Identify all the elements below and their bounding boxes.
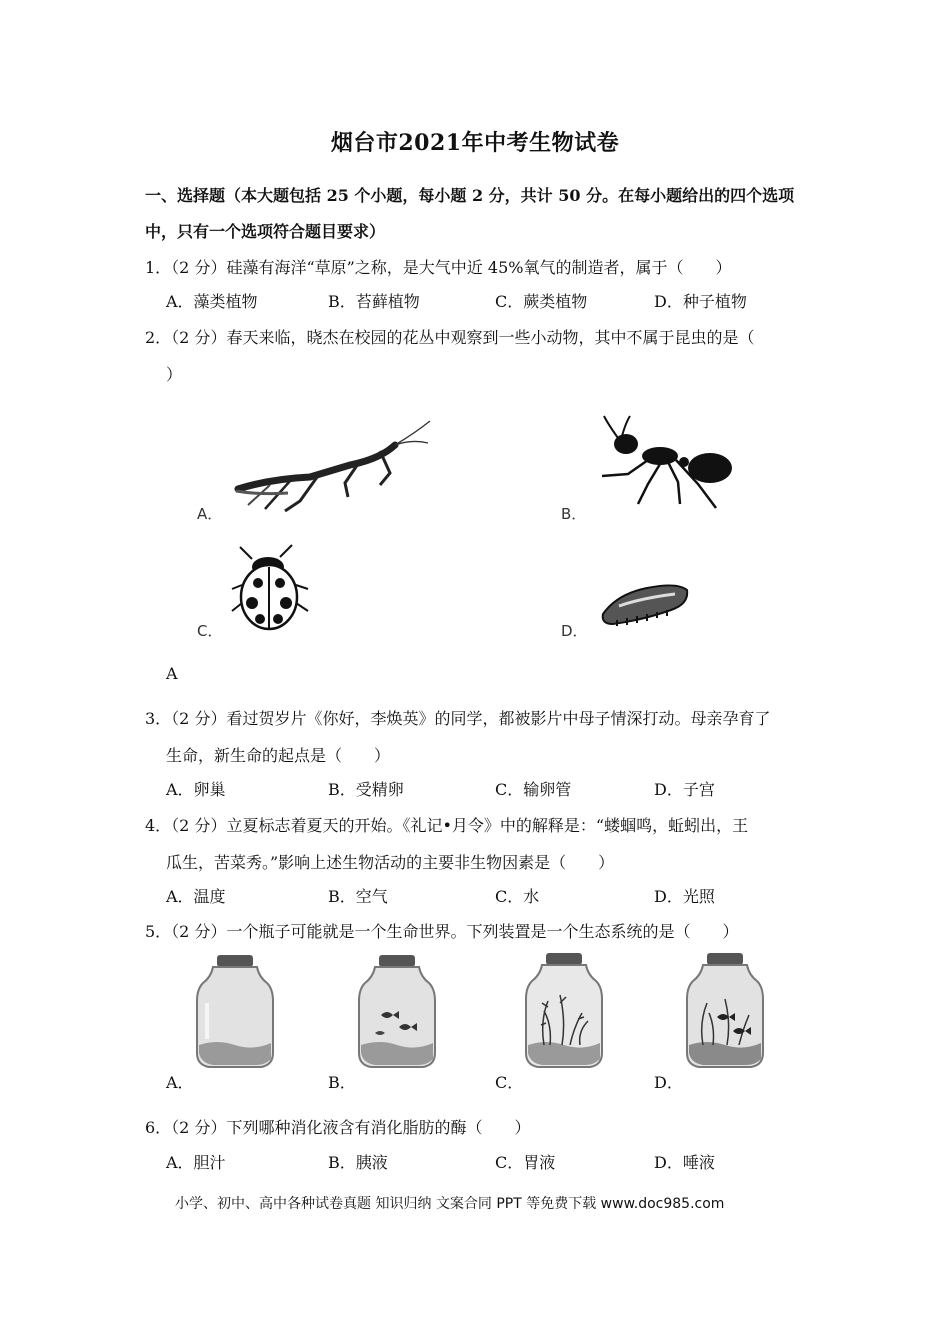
larva-icon [597,580,692,630]
question-4-text-cont: 瓜生，苦菜秀。”影响上述生物活动的主要非生物因素是（ ） [166,853,615,872]
q4-option-a[interactable]: A．温度 [166,887,226,906]
q5-option-c[interactable]: C． [495,1073,524,1092]
jar-water-icon [193,953,278,1070]
question-2-text: 2．（2 分）春天来临，晓杰在校园的花丛中观察到一些小动物，其中不属于昆虫的是（ [145,328,755,347]
jar-plants-icon [522,951,607,1070]
q3-option-d[interactable]: D．子宫 [654,780,715,799]
question-4-text: 4．（2 分）立夏标志着夏天的开始。《礼记•月令》中的解释是：“蝼蝈鸣，蚯蚓出，王 [145,816,749,835]
q4-option-d[interactable]: D．光照 [654,887,715,906]
question-1-text: 1．（2 分）硅藻有海洋“草原”之称，是大气中近 45%氧气的制造者，属于（ ） [145,258,732,277]
question-3-text-cont: 生命，新生命的起点是（ ） [166,746,391,765]
q2-option-a-label[interactable]: A． [197,505,223,523]
q5-option-a[interactable]: A． [166,1073,194,1092]
question-2-answer: A [166,664,178,683]
ant-icon [598,412,738,517]
question-5-text: 5．（2 分）一个瓶子可能就是一个生命世界。下列装置是一个生态系统的是（ ） [145,922,739,941]
question-6-text: 6．（2 分）下列哪种消化液含有消化脂肪的酶（ ） [145,1118,531,1137]
ladybug-icon [230,545,315,635]
q1-option-d[interactable]: D．种子植物 [654,292,747,311]
q3-option-a[interactable]: A．卵巢 [166,780,226,799]
q1-option-c[interactable]: C．蕨类植物 [495,292,588,311]
page-footer: 小学、初中、高中各种试卷真题 知识归纳 文案合同 PPT 等免费下载 www.doc985.com [175,1196,725,1212]
q2-option-d-label[interactable]: D． [561,622,588,640]
section-heading-line1: 一、选择题（本大题包括 25 个小题，每小题 2 分，共计 50 分。在每小题给出的四个选项 [145,186,795,205]
section-heading-line2: 中，只有一个选项符合题目要求） [145,222,386,241]
q1-option-b[interactable]: B．苔藓植物 [328,292,420,311]
page-title: 烟台市2021年中考生物试卷 [330,130,620,156]
jar-fish-icon [355,953,440,1070]
question-3-text: 3．（2 分）看过贺岁片《你好，李焕英》的同学，都被影片中母子情深打动。母亲孕育了 [145,709,771,728]
jar-fish-plants-icon [683,951,768,1070]
q5-option-d[interactable]: D． [654,1073,683,1092]
q6-option-b[interactable]: B．胰液 [328,1153,388,1172]
q3-option-c[interactable]: C．输卵管 [495,780,572,799]
question-2-text-cont: ） [166,365,183,384]
mantis-icon [230,415,435,520]
q2-option-c-label[interactable]: C． [197,622,223,640]
q1-option-a[interactable]: A．藻类植物 [166,292,258,311]
q6-option-d[interactable]: D．唾液 [654,1153,715,1172]
q4-option-c[interactable]: C．水 [495,887,540,906]
q5-option-b[interactable]: B． [328,1073,356,1092]
q3-option-b[interactable]: B．受精卵 [328,780,404,799]
q2-option-b-label[interactable]: B． [561,505,587,523]
q6-option-c[interactable]: C．胃液 [495,1153,556,1172]
q4-option-b[interactable]: B．空气 [328,887,388,906]
q6-option-a[interactable]: A．胆汁 [166,1153,226,1172]
